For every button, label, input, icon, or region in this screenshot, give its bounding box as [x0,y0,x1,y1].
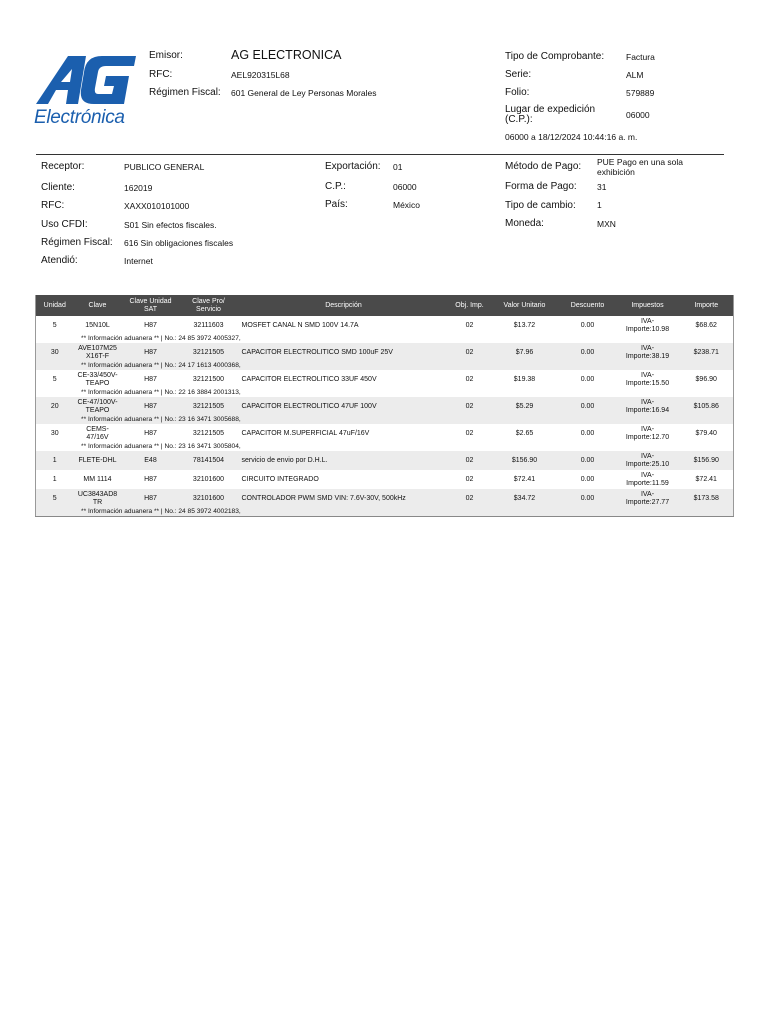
table-row [36,424,734,443]
receptor-label: Receptor: [41,161,85,172]
cell-clave: 15N10L [85,321,110,329]
table-row [36,316,734,335]
cell-importe: $156.90 [680,451,734,470]
cell-clave-prod: 32101600 [192,475,225,483]
cell-impuestos: IVA- Importe:25.10 [616,451,680,470]
table-row [36,489,734,508]
customs-info-note: ** Información aduanera ** | No.: 24 17 1613 4000368, [36,362,734,370]
table-row-note [36,508,734,517]
cell-impuestos: IVA- Importe:15.50 [625,372,670,387]
cell-valor-unitario: $5.29 [490,397,560,416]
receptor-rfc-label: RFC: [41,200,65,211]
cell-clave-sat: H87 [122,489,180,508]
table-header-row [36,295,734,316]
moneda-value: MXN [597,219,616,229]
cell-impuestos: IVA- Importe:11.59 [626,472,669,487]
exportacion-label: Exportación: [325,161,381,172]
cell-unidad: 20 [36,397,74,416]
cell-descuento: 0.00 [560,451,616,470]
atendio-value: Internet [124,256,153,266]
cell-obj-imp: 02 [465,429,474,437]
customs-info-note: ** Información aduanera ** | No.: 23 16 3471 3005804, [81,443,241,450]
receptor-value: PUBLICO GENERAL [124,162,205,172]
cell-clave-sat: E48 [122,451,180,470]
ag-logo-icon [34,52,138,108]
uso-cfdi-label: Uso CFDI: [41,219,88,230]
header-descuento: Descuento [560,295,616,316]
cell-clave-sat: H87 [144,375,157,383]
cell-importe: $68.62 [695,321,717,329]
header-clave: Clave [74,295,122,316]
cell-descuento: 0.00 [580,429,595,437]
forma-pago-label: Forma de Pago: [505,181,577,192]
cell-descripcion: CAPACITOR M.SUPERFICIAL 47uF/16V [241,429,370,437]
cell-impuestos: IVA- Importe:38.19 [616,343,680,362]
cell-clave: AVE107M25 X16T-F [74,343,122,362]
cell-clave-sat: H87 [144,321,157,329]
table-row-note [36,335,734,343]
cell-clave-prod: 32121505 [180,397,238,416]
cell-clave-sat: H87 [144,429,157,437]
emisor-label: Emisor: [149,50,183,61]
uso-cfdi-value: S01 Sin efectos fiscales. [124,220,217,230]
cell-importe: $238.71 [680,343,734,362]
customs-info-note: ** Información aduanera ** | No.: 22 16 3884 2001313, [81,389,241,396]
cp-label: C.P.: [325,181,346,192]
table-row-note [36,362,734,370]
cell-descuento: 0.00 [580,375,595,383]
cell-importe: $72.41 [695,475,717,483]
cell-descuento: 0.00 [560,397,616,416]
header-importe: Importe [680,295,734,316]
header-divider [36,154,724,155]
moneda-label: Moneda: [505,218,544,229]
tipo-comprobante-label: Tipo de Comprobante: [505,51,605,62]
cell-clave-prod: 78141504 [180,451,238,470]
header-clave-prod-servicio: Clave Pro/ Servicio [180,295,238,316]
cell-descripcion: CONTROLADOR PWM SMD VIN: 7.6V-30V, 500kHz [238,489,450,508]
cell-clave-sat: H87 [122,397,180,416]
header-unidad: Unidad [36,295,74,316]
emisor-regimen-value: 601 General de Ley Personas Morales [231,88,377,98]
cell-unidad: 30 [50,429,59,437]
cell-obj-imp: 02 [450,451,490,470]
logo-wordmark: Electrónica [34,107,125,128]
cell-valor-unitario: $34.72 [490,489,560,508]
header-valor-unitario: Valor Unitario [490,295,560,316]
serie-label: Serie: [505,69,532,80]
cell-obj-imp: 02 [465,375,474,383]
receptor-regimen-label: Régimen Fiscal: [41,237,113,248]
customs-info-note: ** Información aduanera ** | No.: 24 85 3972 4005327, [81,335,241,342]
lugar-expedicion-value: 06000 [626,110,650,120]
cell-clave-sat: H87 [122,343,180,362]
cell-descripcion: CAPACITOR ELECTROLITICO SMD 100uF 25V [238,343,450,362]
cell-clave-prod: 32121505 [192,429,225,437]
pais-label: País: [325,199,348,210]
cell-descripcion: servicio de envio por D.H.L. [238,451,450,470]
metodo-pago-value: PUE Pago en una sola [597,157,684,167]
customs-info-note: ** Información aduanera ** | No.: 23 16 3471 3005688, [36,416,734,424]
cell-impuestos: IVA- Importe:12.70 [625,426,670,441]
cell-valor-unitario: $2.65 [515,429,534,437]
fecha-expedicion: 06000 a 18/12/2024 10:44:16 a. m. [505,132,638,142]
cell-obj-imp: 02 [465,321,474,329]
table-row [36,343,734,362]
cell-valor-unitario: $72.41 [513,475,536,483]
table-body [36,316,734,517]
header-obj-imp: Obj. Imp. [450,295,490,316]
folio-value: 579889 [626,88,655,98]
cell-clave: FLETE-DHL [74,451,122,470]
table-row [36,451,734,470]
cell-clave-prod: 32121500 [192,375,225,383]
exportacion-value: 01 [393,162,403,172]
cliente-value: 162019 [124,183,153,193]
table-row-note [36,389,734,397]
cell-clave: MM 1114 [83,475,112,483]
folio-label: Folio: [505,87,530,98]
items-table [35,295,734,517]
table-row-note [36,443,734,451]
cell-clave: UC3843AD8 TR [74,489,122,508]
cell-impuestos: IVA- Importe:16.94 [616,397,680,416]
cell-descuento: 0.00 [560,489,616,508]
metodo-pago-value-cont: exhibición [597,167,635,177]
customs-info-note: ** Información aduanera ** | No.: 24 85 3972 4002183, [36,508,734,517]
cell-unidad: 5 [52,375,57,383]
serie-value: ALM [626,70,644,80]
emisor-rfc-label: RFC: [149,69,173,80]
cell-importe: $173.58 [680,489,734,508]
cell-descuento: 0.00 [580,475,595,483]
cell-impuestos: IVA- Importe:10.98 [625,318,670,333]
emisor-rfc-value: AEL920315L68 [231,70,290,80]
cell-descripcion: CAPACITOR ELECTROLITICO 33UF 450V [241,375,377,383]
cell-clave: CE-33/450V- TEAPO [77,372,118,387]
cell-obj-imp: 02 [450,343,490,362]
cell-obj-imp: 02 [450,397,490,416]
atendio-label: Atendió: [41,255,78,266]
cp-value: 06000 [393,182,417,192]
cell-descripcion: CIRCUITO INTEGRADO [241,475,319,483]
cell-unidad: 5 [52,321,57,329]
cell-unidad: 1 [36,451,74,470]
cell-importe: $96.90 [695,375,717,383]
cell-importe: $79.40 [695,429,717,437]
tipo-cambio-label: Tipo de cambio: [505,200,576,211]
table-row-note [36,416,734,424]
cell-importe: $105.86 [680,397,734,416]
cell-obj-imp: 02 [450,489,490,508]
cell-valor-unitario: $13.72 [513,321,536,329]
cell-clave-sat: H87 [144,475,157,483]
cliente-label: Cliente: [41,182,75,193]
cell-unidad: 5 [36,489,74,508]
cell-clave-prod: 32111603 [193,321,224,329]
tipo-cambio-value: 1 [597,200,602,210]
emisor-value: AG ELECTRONICA [231,48,342,62]
cell-clave-prod: 32101600 [180,489,238,508]
forma-pago-value: 31 [597,182,607,192]
emisor-regimen-label: Régimen Fiscal: [149,87,221,98]
cell-valor-unitario: $156.90 [490,451,560,470]
cell-descripcion: MOSFET CANAL N SMD 100V 14.7A [241,321,359,329]
cell-descuento: 0.00 [580,321,595,329]
pais-value: México [393,200,420,210]
lugar-expedicion-label-cp: (C.P.): [505,114,533,125]
ag-electronica-logo [34,52,142,130]
cell-unidad: 1 [52,475,57,483]
table-row [36,470,734,489]
cell-descripcion: CAPACITOR ELECTROLITICO 47UF 100V [238,397,450,416]
table-row [36,397,734,416]
lugar-expedicion-label: Lugar de expedición [505,104,596,115]
header-descripcion: Descripción [238,295,450,316]
receptor-rfc-value: XAXX010101000 [124,201,190,211]
cell-unidad: 30 [36,343,74,362]
table-row [36,370,734,389]
cell-descuento: 0.00 [560,343,616,362]
cell-clave: CE-47/100V- TEAPO [74,397,122,416]
metodo-pago-label: Método de Pago: [505,161,582,172]
receptor-regimen-value: 616 Sin obligaciones fiscales [124,238,234,248]
tipo-comprobante-value: Factura [626,52,655,62]
cell-clave-prod: 32121505 [180,343,238,362]
cell-impuestos: IVA- Importe:27.77 [616,489,680,508]
header-clave-unidad-sat: Clave Unidad SAT [122,295,180,316]
cell-clave: CEMS- 47/16V [86,426,109,441]
cell-valor-unitario: $7.96 [490,343,560,362]
cell-valor-unitario: $19.38 [513,375,536,383]
header-impuestos: Impuestos [616,295,680,316]
cell-obj-imp: 02 [465,475,474,483]
